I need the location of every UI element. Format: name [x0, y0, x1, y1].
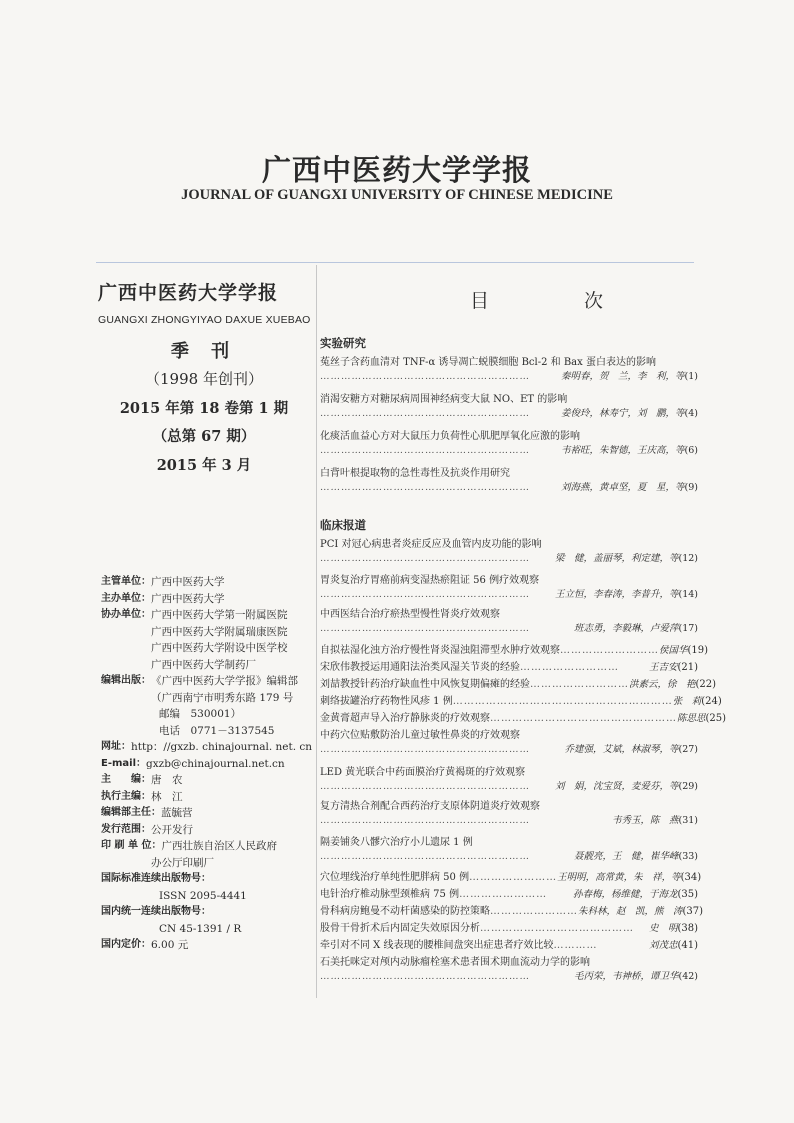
editor-phone: 电话 0771－3137545 — [159, 724, 275, 737]
host-value: 广西中医药大学 — [151, 592, 225, 605]
article-title: 消渴安糖方对糖尿病周围神经病变大鼠 NO、ET 的影响 — [320, 394, 568, 405]
article-authors: 姜俊玲，林寿宁，刘 鹏，等 — [561, 408, 685, 419]
toc-entry — [320, 709, 727, 724]
article-page: (14) — [678, 589, 698, 600]
article-authors: 秦明春，贺 兰，李 利，等 — [561, 371, 685, 382]
issn-label: 国际标准连续出版物号： — [101, 873, 211, 884]
article-line — [320, 868, 702, 883]
leader-dots: …………………………………………………… — [320, 971, 530, 982]
article-page: (6) — [684, 445, 698, 456]
article-title: 化痰活血益心方对大鼠压力负荷性心肌肥厚氧化应激的影响 — [320, 431, 580, 442]
dept-head-label: 编辑部主任： — [101, 807, 161, 818]
journal-title-en: JOURNAL OF GUANGXI UNIVERSITY OF CHINESE MEDICINE — [181, 187, 613, 203]
leader-dots: …………………………………………… — [490, 713, 677, 724]
chief-editor-row — [101, 772, 313, 789]
toc-entry — [320, 763, 698, 792]
article-byline — [320, 741, 698, 755]
leader-dots: …………………………………………………… — [452, 696, 673, 707]
co-row — [101, 607, 313, 624]
publication-info — [101, 574, 313, 954]
web-value: http：//gxzb. chinajournal. net. cn — [131, 741, 313, 753]
issue-date: 2015 年 3 月 — [156, 457, 252, 474]
exec-editor-value: 林 江 — [151, 790, 183, 803]
toc-title: 目 次 — [470, 290, 642, 312]
article-title: 白背叶根提取物的急性毒性及抗炎作用研究 — [320, 468, 510, 479]
article-title: 牵引对不同 X 线表现的腰椎间盘突出症患者疗效比较 — [320, 940, 554, 951]
article-title: 菟丝子含药血清对 TNF-α 诱导凋亡蜕膜细胞 Bcl-2 和 Bax 蛋白表达的影响 — [320, 357, 656, 368]
article-line — [320, 692, 722, 707]
toc-entry — [320, 464, 698, 493]
email-value: gxzb@chinajournal.net.cn — [146, 757, 285, 770]
article-title: 隔姜铺灸八髎穴治疗小儿遗尿 1 例 — [320, 837, 473, 848]
toc-entry — [320, 658, 698, 673]
web-row — [101, 739, 313, 756]
host-label: 主办单位： — [101, 592, 151, 604]
printer-value: 办公厅印刷厂 — [151, 856, 214, 869]
printer-row — [101, 838, 313, 855]
article-title: 自拟祛湿化浊方治疗慢性肾炎湿浊阻滞型水肿疗效观察 — [320, 645, 560, 656]
article-byline — [320, 848, 698, 862]
co-value: 广西中医药大学附设中医学校 — [151, 642, 288, 654]
article-line — [320, 885, 698, 900]
article-page: (25) — [705, 713, 727, 724]
article-line — [320, 936, 698, 951]
leader-dots: …………………………………………………… — [320, 744, 530, 755]
article-byline — [320, 550, 698, 564]
toc-entry — [320, 953, 698, 982]
printer-label: 印 刷 单 位： — [101, 840, 162, 851]
section-heading: 临床报道 — [320, 518, 366, 532]
leader-dots: …………………………………… — [480, 923, 634, 934]
article-authors: 朱科林，赵 凯，熊 涛 — [578, 906, 683, 917]
dept-head-value: 蓝毓营 — [161, 807, 193, 819]
editor-value: 《广西中医药大学学报》编辑部 — [151, 675, 298, 687]
distribution-value: 公开发行 — [151, 823, 193, 836]
leader-dots: ……………………… — [560, 645, 659, 656]
left-journal-pinyin: GUANGXI ZHONGYIYAO DAXUE XUEBAO — [98, 314, 311, 326]
founded-year: （1998 年创刊） — [145, 370, 263, 388]
article-line — [320, 675, 717, 690]
column-divider — [316, 265, 317, 998]
article-page: (35) — [677, 889, 698, 900]
chief-editor-value: 唐 农 — [151, 774, 183, 786]
co-label: 协办单位： — [101, 609, 151, 620]
article-authors: 毛丙荣，韦神桥，谭卫华 — [573, 971, 679, 982]
toc-entry — [320, 797, 698, 826]
article-line — [320, 658, 698, 673]
editor-postcode: 邮编 530001） — [159, 708, 242, 720]
article-page: (22) — [695, 679, 717, 690]
sponsor-value: 广西中医药大学 — [151, 576, 225, 588]
article-byline — [320, 405, 698, 419]
toc-entry — [320, 641, 709, 656]
article-title: 石美托咪定对颅内动脉瘤栓塞术患者围术期血流动力学的影响 — [320, 957, 590, 968]
chief-editor-label: 主 编： — [101, 774, 151, 785]
email-label: E-mail： — [101, 757, 147, 769]
leader-dots: …………………………………………………… — [320, 623, 530, 634]
price-label: 国内定价： — [101, 939, 151, 950]
article-line — [320, 902, 704, 917]
article-page: (24) — [701, 696, 722, 707]
article-byline — [320, 620, 698, 634]
web-label: 网址： — [101, 741, 131, 752]
leader-dots: …………………………………………………… — [320, 851, 530, 862]
co-value: 广西中医药大学第一附属医院 — [151, 609, 288, 621]
article-authors: 韦秀玉，陈 燕 — [611, 815, 679, 826]
leader-dots: …………………………………………………… — [320, 815, 530, 826]
article-page: (38) — [677, 923, 698, 934]
cn-row — [101, 904, 313, 921]
leader-dots: …………………………………………………… — [320, 589, 530, 600]
article-title: 金黄膏超声导入治疗静脉炎的疗效观察 — [320, 713, 490, 724]
distribution-row — [101, 822, 313, 839]
toc-entry — [320, 427, 698, 456]
co-value: 广西中医药大学制药厂 — [151, 658, 256, 671]
leader-dots: …………………… — [490, 906, 578, 917]
issn-row — [101, 871, 313, 888]
journal-title-cn: 广西中医药大学学报 — [261, 153, 532, 187]
price-row — [101, 937, 313, 954]
article-authors: 聂靓亮，王 健，崔华峰 — [573, 851, 679, 862]
toc-entry — [320, 936, 698, 951]
article-page: (31) — [678, 815, 698, 826]
article-title: 中药穴位贴敷防治儿童过敏性鼻炎的疗效观察 — [320, 730, 520, 741]
article-page: (29) — [678, 781, 698, 792]
cn-label: 国内统一连续出版物号： — [101, 906, 211, 917]
toc-entry — [320, 535, 698, 564]
article-authors: 王吉安 — [648, 662, 678, 673]
toc-entry — [320, 885, 698, 900]
article-authors: 梁 健，盖丽琴，利定建，等 — [554, 553, 679, 564]
article-authors: 刘 娟，沈宝贤，麦爱芬，等 — [554, 781, 679, 792]
article-authors: 洪素云，徐 艳 — [629, 679, 696, 690]
article-title: 股骨干骨折术后内固定失效原因分析 — [320, 923, 480, 934]
toc-entry — [320, 605, 698, 634]
frequency: 季 刊 — [170, 341, 238, 362]
issn-value: ISSN 2095-4441 — [159, 889, 247, 902]
leader-dots: …………………………………………………… — [320, 371, 530, 382]
toc-entry — [320, 390, 698, 419]
leader-dots: ……………………… — [530, 679, 629, 690]
article-byline — [320, 778, 698, 792]
toc-entry — [320, 902, 704, 917]
article-byline — [320, 968, 698, 982]
article-byline — [320, 442, 698, 456]
cn-value: CN 45-1391 / R — [159, 922, 242, 935]
article-title: 穴位埋线治疗单纯性肥胖病 50 例 — [320, 872, 470, 883]
price-value: 6.00 元 — [151, 939, 189, 951]
article-page: (37) — [682, 906, 704, 917]
article-line — [320, 641, 709, 656]
header-divider — [96, 262, 694, 263]
leader-dots: ……………………… — [520, 662, 619, 673]
dept-head-row — [101, 805, 313, 822]
article-authors: 乔建强，艾斌，林淑琴，等 — [564, 744, 679, 755]
article-page: (34) — [680, 872, 702, 883]
article-authors: 王立恒，李春涛，李普升，等 — [554, 589, 679, 600]
exec-editor-row — [101, 789, 313, 806]
article-authors: 班志勇，李毅琳，卢爱萍 — [573, 623, 679, 634]
leader-dots: …………………… — [459, 889, 548, 900]
article-page: (17) — [678, 623, 698, 634]
article-authors: 韦裕旺，朱智德，王庆高，等 — [561, 445, 685, 456]
toc-entry — [320, 833, 698, 862]
issue-number: 2015 年第 18 卷第 1 期 — [119, 400, 289, 417]
sponsor-label: 主管单位： — [101, 576, 151, 587]
leader-dots: ………… — [553, 940, 598, 951]
leader-dots: …………………………………………………… — [320, 408, 530, 419]
host-row — [101, 591, 313, 608]
total-issue: （总第 67 期） — [152, 428, 256, 445]
toc-entry — [320, 726, 698, 755]
article-authors: 刘茂忠 — [648, 940, 678, 951]
article-authors: 陈思思 — [677, 713, 706, 724]
article-title: 胃炎复治疗胃癌前病变湿热瘀阻证 56 例疗效观察 — [320, 575, 540, 586]
article-title: 电针治疗椎动脉型颈椎病 75 例 — [320, 889, 460, 900]
article-page: (1) — [684, 371, 698, 382]
article-title: 中西医结合治疗瘀热型慢性肾炎疗效观察 — [320, 609, 500, 620]
sponsor-row — [101, 574, 313, 591]
article-byline — [320, 586, 698, 600]
article-byline — [320, 812, 698, 826]
article-title: 刺络拔罐治疗药物性风疹 1 例 — [320, 696, 453, 707]
toc-entry — [320, 353, 698, 382]
article-byline — [320, 368, 698, 382]
article-page: (33) — [678, 851, 698, 862]
article-page: (27) — [678, 744, 698, 755]
section-heading: 实验研究 — [320, 336, 366, 350]
editor-label: 编辑出版： — [101, 675, 151, 686]
article-title: PCI 对冠心病患者炎症反应及血管内皮功能的影响 — [320, 539, 542, 550]
article-byline — [320, 479, 698, 493]
article-page: (19) — [687, 645, 709, 656]
article-page: (42) — [678, 971, 698, 982]
article-page: (9) — [684, 482, 698, 493]
leader-dots: …………………… — [469, 872, 558, 883]
leader-dots: …………………………………………………… — [320, 445, 530, 456]
article-line — [320, 919, 698, 934]
article-line — [320, 709, 727, 724]
article-page: (41) — [677, 940, 698, 951]
editor-address: （广西南宁市明秀东路 179 号 — [151, 691, 294, 704]
article-title: LED 黄光联合中药面膜治疗黄褐斑的疗效观察 — [320, 767, 526, 778]
leader-dots: …………………………………………………… — [320, 781, 530, 792]
article-title: 复方清热合剂配合西药治疗支原体阴道炎疗效观察 — [320, 801, 540, 812]
distribution-label: 发行范围： — [101, 823, 151, 835]
co-value: 广西中医药大学附属瑞康医院 — [151, 625, 288, 638]
email-row — [101, 756, 313, 773]
article-title: 宋欣伟教授运用通阳法治类风湿关节炎的经验 — [320, 662, 520, 673]
exec-editor-label: 执行主编： — [101, 790, 151, 802]
toc-entry — [320, 868, 702, 883]
leader-dots: …………………………………………………… — [320, 553, 530, 564]
article-authors: 王明明，高常黄，朱 祥，等 — [557, 872, 681, 883]
article-authors: 孙春梅，杨维健，于海龙 — [572, 889, 678, 900]
toc-entry — [320, 692, 722, 707]
article-authors: 侯国华 — [659, 645, 688, 656]
toc-entry — [320, 571, 698, 600]
article-authors: 史 明 — [648, 923, 678, 934]
editor-row — [101, 673, 313, 690]
printer-value: 广西壮族自治区人民政府 — [161, 840, 277, 852]
article-title: 骨科病房鲍曼不动杆菌感染的防控策略 — [320, 906, 490, 917]
article-title: 刘喆教授针药治疗缺血性中风恢复期偏瘫的经验 — [320, 679, 530, 690]
article-page: (12) — [678, 553, 698, 564]
article-page: (4) — [684, 408, 698, 419]
article-authors: 刘海燕，黄卓坚，夏 星，等 — [561, 482, 685, 493]
toc-entry — [320, 919, 698, 934]
left-journal-title: 广西中医药大学学报 — [98, 282, 279, 304]
leader-dots: …………………………………………………… — [320, 482, 530, 493]
article-page: (21) — [677, 662, 698, 673]
article-authors: 张 莉 — [672, 696, 702, 707]
toc-entry — [320, 675, 717, 690]
